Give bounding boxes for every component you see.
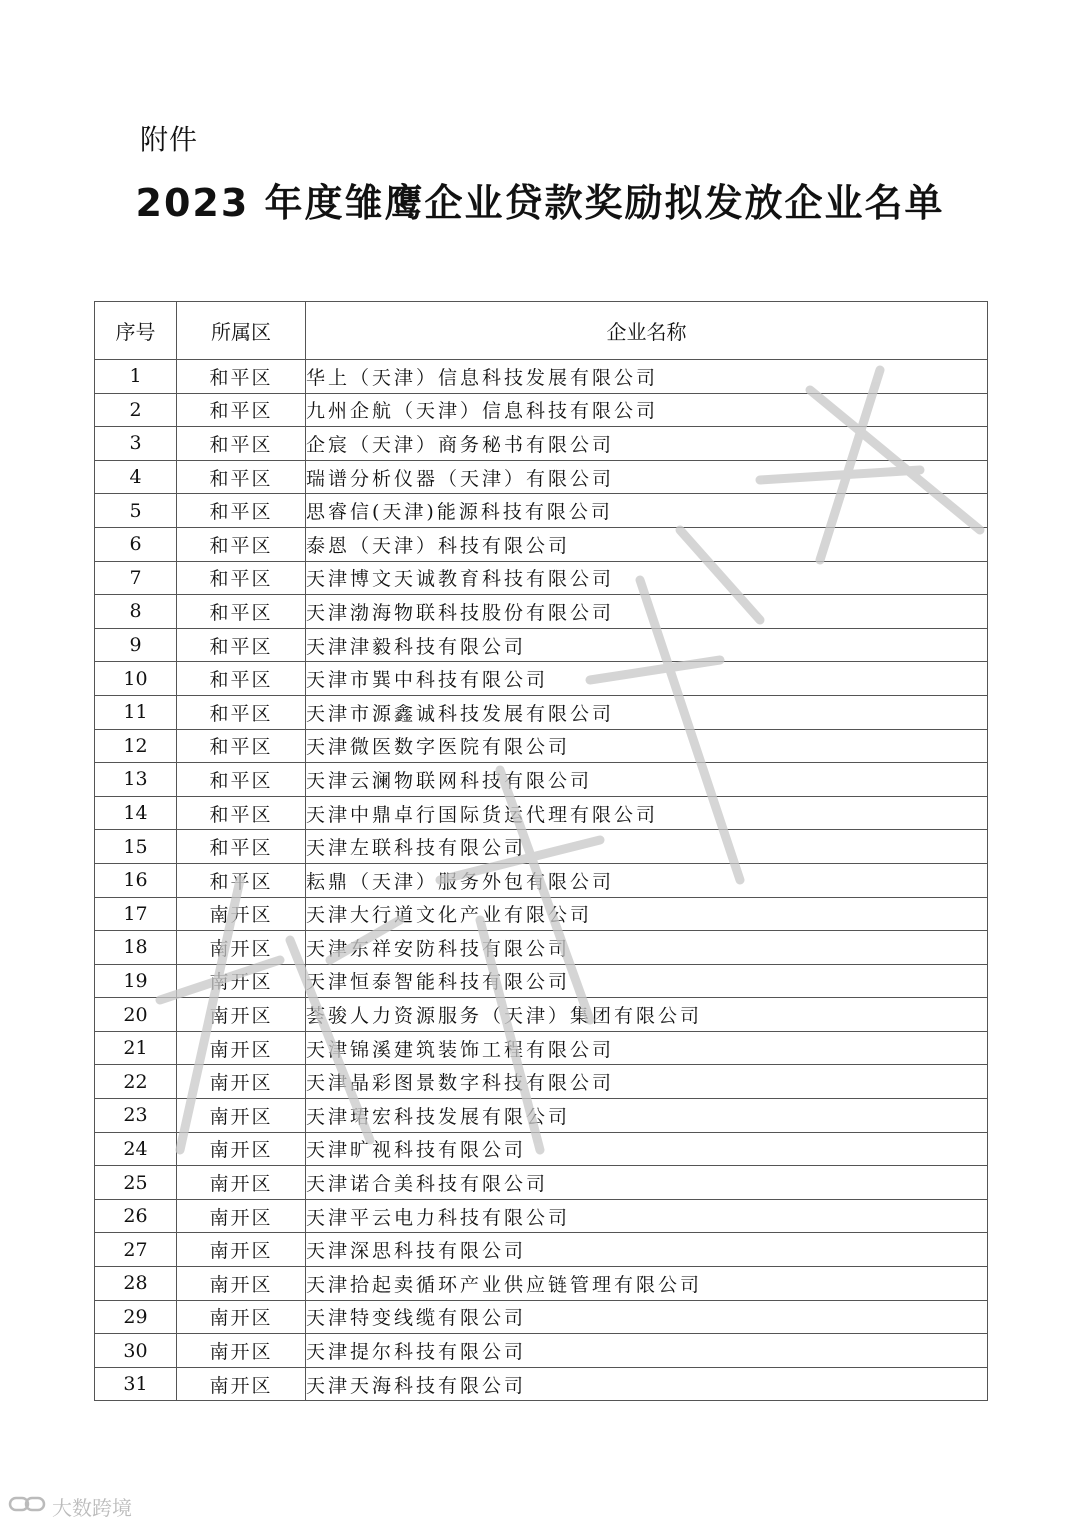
row-company-name: 耘鼎（天津）服务外包有限公司 <box>306 863 988 897</box>
row-district: 和平区 <box>177 427 306 461</box>
row-company-name: 天津渤海物联科技股份有限公司 <box>306 595 988 629</box>
row-number: 19 <box>95 964 177 998</box>
row-district: 南开区 <box>177 931 306 965</box>
table-row <box>95 796 988 830</box>
row-district: 南开区 <box>177 1099 306 1133</box>
row-company-name: 华上（天津）信息科技发展有限公司 <box>306 360 988 394</box>
row-company-name: 企宸（天津）商务秘书有限公司 <box>306 427 988 461</box>
row-company-name: 天津大行道文化产业有限公司 <box>306 897 988 931</box>
row-number: 16 <box>95 863 177 897</box>
row-number: 28 <box>95 1267 177 1301</box>
row-company-name: 泰恩（天津）科技有限公司 <box>306 527 988 561</box>
row-company-name: 天津拾起卖循环产业供应链管理有限公司 <box>306 1267 988 1301</box>
row-number: 18 <box>95 931 177 965</box>
table-row <box>95 460 988 494</box>
row-number: 30 <box>95 1334 177 1368</box>
row-district: 南开区 <box>177 1334 306 1368</box>
attachment-label: 附件 <box>140 123 199 156</box>
table-row <box>95 1166 988 1200</box>
row-district: 和平区 <box>177 796 306 830</box>
row-company-name: 天津微医数字医院有限公司 <box>306 729 988 763</box>
row-district: 和平区 <box>177 527 306 561</box>
row-number: 15 <box>95 830 177 864</box>
document-title: 2023 年度雏鹰企业贷款奖励拟发放企业名单 <box>135 181 945 225</box>
row-company-name: 天津提尔科技有限公司 <box>306 1334 988 1368</box>
row-number: 21 <box>95 1031 177 1065</box>
table-row <box>95 1300 988 1334</box>
table-row <box>95 1132 988 1166</box>
table-row <box>95 1233 988 1267</box>
row-number: 1 <box>95 360 177 394</box>
row-district: 南开区 <box>177 1233 306 1267</box>
row-number: 24 <box>95 1132 177 1166</box>
table-row <box>95 1099 988 1133</box>
row-company-name: 天津博文天诚教育科技有限公司 <box>306 561 988 595</box>
row-company-name: 天津左联科技有限公司 <box>306 830 988 864</box>
row-district: 南开区 <box>177 1367 306 1401</box>
row-company-name: 天津云澜物联网科技有限公司 <box>306 763 988 797</box>
row-company-name: 天津诺合美科技有限公司 <box>306 1166 988 1200</box>
row-number: 5 <box>95 494 177 528</box>
row-company-name: 天津晶彩图景数字科技有限公司 <box>306 1065 988 1099</box>
row-district: 南开区 <box>177 1065 306 1099</box>
table-row <box>95 863 988 897</box>
table-row <box>95 830 988 864</box>
table-row <box>95 1267 988 1301</box>
row-number: 10 <box>95 662 177 696</box>
row-company-name: 天津市巽中科技有限公司 <box>306 662 988 696</box>
row-company-name: 天津特变线缆有限公司 <box>306 1300 988 1334</box>
row-number: 26 <box>95 1199 177 1233</box>
table-row <box>95 427 988 461</box>
row-district: 和平区 <box>177 460 306 494</box>
row-district: 南开区 <box>177 1132 306 1166</box>
row-company-name: 瑞谱分析仪器（天津）有限公司 <box>306 460 988 494</box>
table-row <box>95 360 988 394</box>
row-number: 29 <box>95 1300 177 1334</box>
table-row <box>95 729 988 763</box>
row-company-name: 天津珺宏科技发展有限公司 <box>306 1099 988 1133</box>
table-row <box>95 561 988 595</box>
table-row <box>95 998 988 1032</box>
chain-link-icon <box>8 1493 48 1520</box>
row-district: 和平区 <box>177 695 306 729</box>
table-row <box>95 628 988 662</box>
row-district: 和平区 <box>177 863 306 897</box>
row-number: 25 <box>95 1166 177 1200</box>
row-number: 9 <box>95 628 177 662</box>
table-row <box>95 931 988 965</box>
row-company-name: 思睿信(天津)能源科技有限公司 <box>306 494 988 528</box>
row-number: 6 <box>95 527 177 561</box>
row-number: 20 <box>95 998 177 1032</box>
row-company-name: 天津中鼎卓行国际货运代理有限公司 <box>306 796 988 830</box>
table-row <box>95 393 988 427</box>
row-company-name: 天津锦溪建筑装饰工程有限公司 <box>306 1031 988 1065</box>
table-row <box>95 1367 988 1401</box>
row-district: 和平区 <box>177 595 306 629</box>
row-district: 南开区 <box>177 964 306 998</box>
row-number: 12 <box>95 729 177 763</box>
company-table <box>94 301 988 1401</box>
row-company-name: 天津恒泰智能科技有限公司 <box>306 964 988 998</box>
table-row <box>95 662 988 696</box>
row-number: 14 <box>95 796 177 830</box>
table-header-row <box>95 302 988 360</box>
row-district: 和平区 <box>177 729 306 763</box>
row-district: 和平区 <box>177 561 306 595</box>
table-row <box>95 494 988 528</box>
row-number: 7 <box>95 561 177 595</box>
row-company-name: 天津津毅科技有限公司 <box>306 628 988 662</box>
table-row <box>95 897 988 931</box>
row-number: 17 <box>95 897 177 931</box>
row-number: 11 <box>95 695 177 729</box>
row-company-name: 天津平云电力科技有限公司 <box>306 1199 988 1233</box>
row-district: 南开区 <box>177 1267 306 1301</box>
row-district: 和平区 <box>177 494 306 528</box>
row-district: 和平区 <box>177 830 306 864</box>
row-number: 8 <box>95 595 177 629</box>
row-company-name: 天津市源鑫诚科技发展有限公司 <box>306 695 988 729</box>
row-company-name: 天津深思科技有限公司 <box>306 1233 988 1267</box>
row-number: 23 <box>95 1099 177 1133</box>
row-number: 27 <box>95 1233 177 1267</box>
footer-brand <box>8 1492 132 1521</box>
row-company-name: 天津旷视科技有限公司 <box>306 1132 988 1166</box>
row-number: 3 <box>95 427 177 461</box>
row-number: 13 <box>95 763 177 797</box>
table-row <box>95 527 988 561</box>
table-row <box>95 964 988 998</box>
row-district: 和平区 <box>177 393 306 427</box>
table-row <box>95 1065 988 1099</box>
row-district: 南开区 <box>177 1300 306 1334</box>
footer-brand-text: 大数跨境 <box>52 1496 132 1520</box>
row-company-name: 天津东祥安防科技有限公司 <box>306 931 988 965</box>
row-district: 和平区 <box>177 662 306 696</box>
row-district: 南开区 <box>177 1166 306 1200</box>
row-district: 南开区 <box>177 1199 306 1233</box>
row-district: 南开区 <box>177 897 306 931</box>
table-row <box>95 1031 988 1065</box>
row-number: 2 <box>95 393 177 427</box>
table-row <box>95 695 988 729</box>
table-row <box>95 1334 988 1368</box>
column-header-no: 序号 <box>95 302 177 360</box>
row-company-name: 天津天海科技有限公司 <box>306 1367 988 1401</box>
table-row <box>95 1199 988 1233</box>
row-number: 4 <box>95 460 177 494</box>
row-district: 和平区 <box>177 763 306 797</box>
row-number: 31 <box>95 1367 177 1401</box>
row-number: 22 <box>95 1065 177 1099</box>
row-company-name: 九州企航（天津）信息科技有限公司 <box>306 393 988 427</box>
row-company-name: 荟骏人力资源服务（天津）集团有限公司 <box>306 998 988 1032</box>
row-district: 南开区 <box>177 1031 306 1065</box>
row-district: 南开区 <box>177 998 306 1032</box>
row-district: 和平区 <box>177 628 306 662</box>
column-header-company: 企业名称 <box>306 302 988 360</box>
row-district: 和平区 <box>177 360 306 394</box>
table-row <box>95 763 988 797</box>
table-row <box>95 595 988 629</box>
column-header-district: 所属区 <box>177 302 306 360</box>
